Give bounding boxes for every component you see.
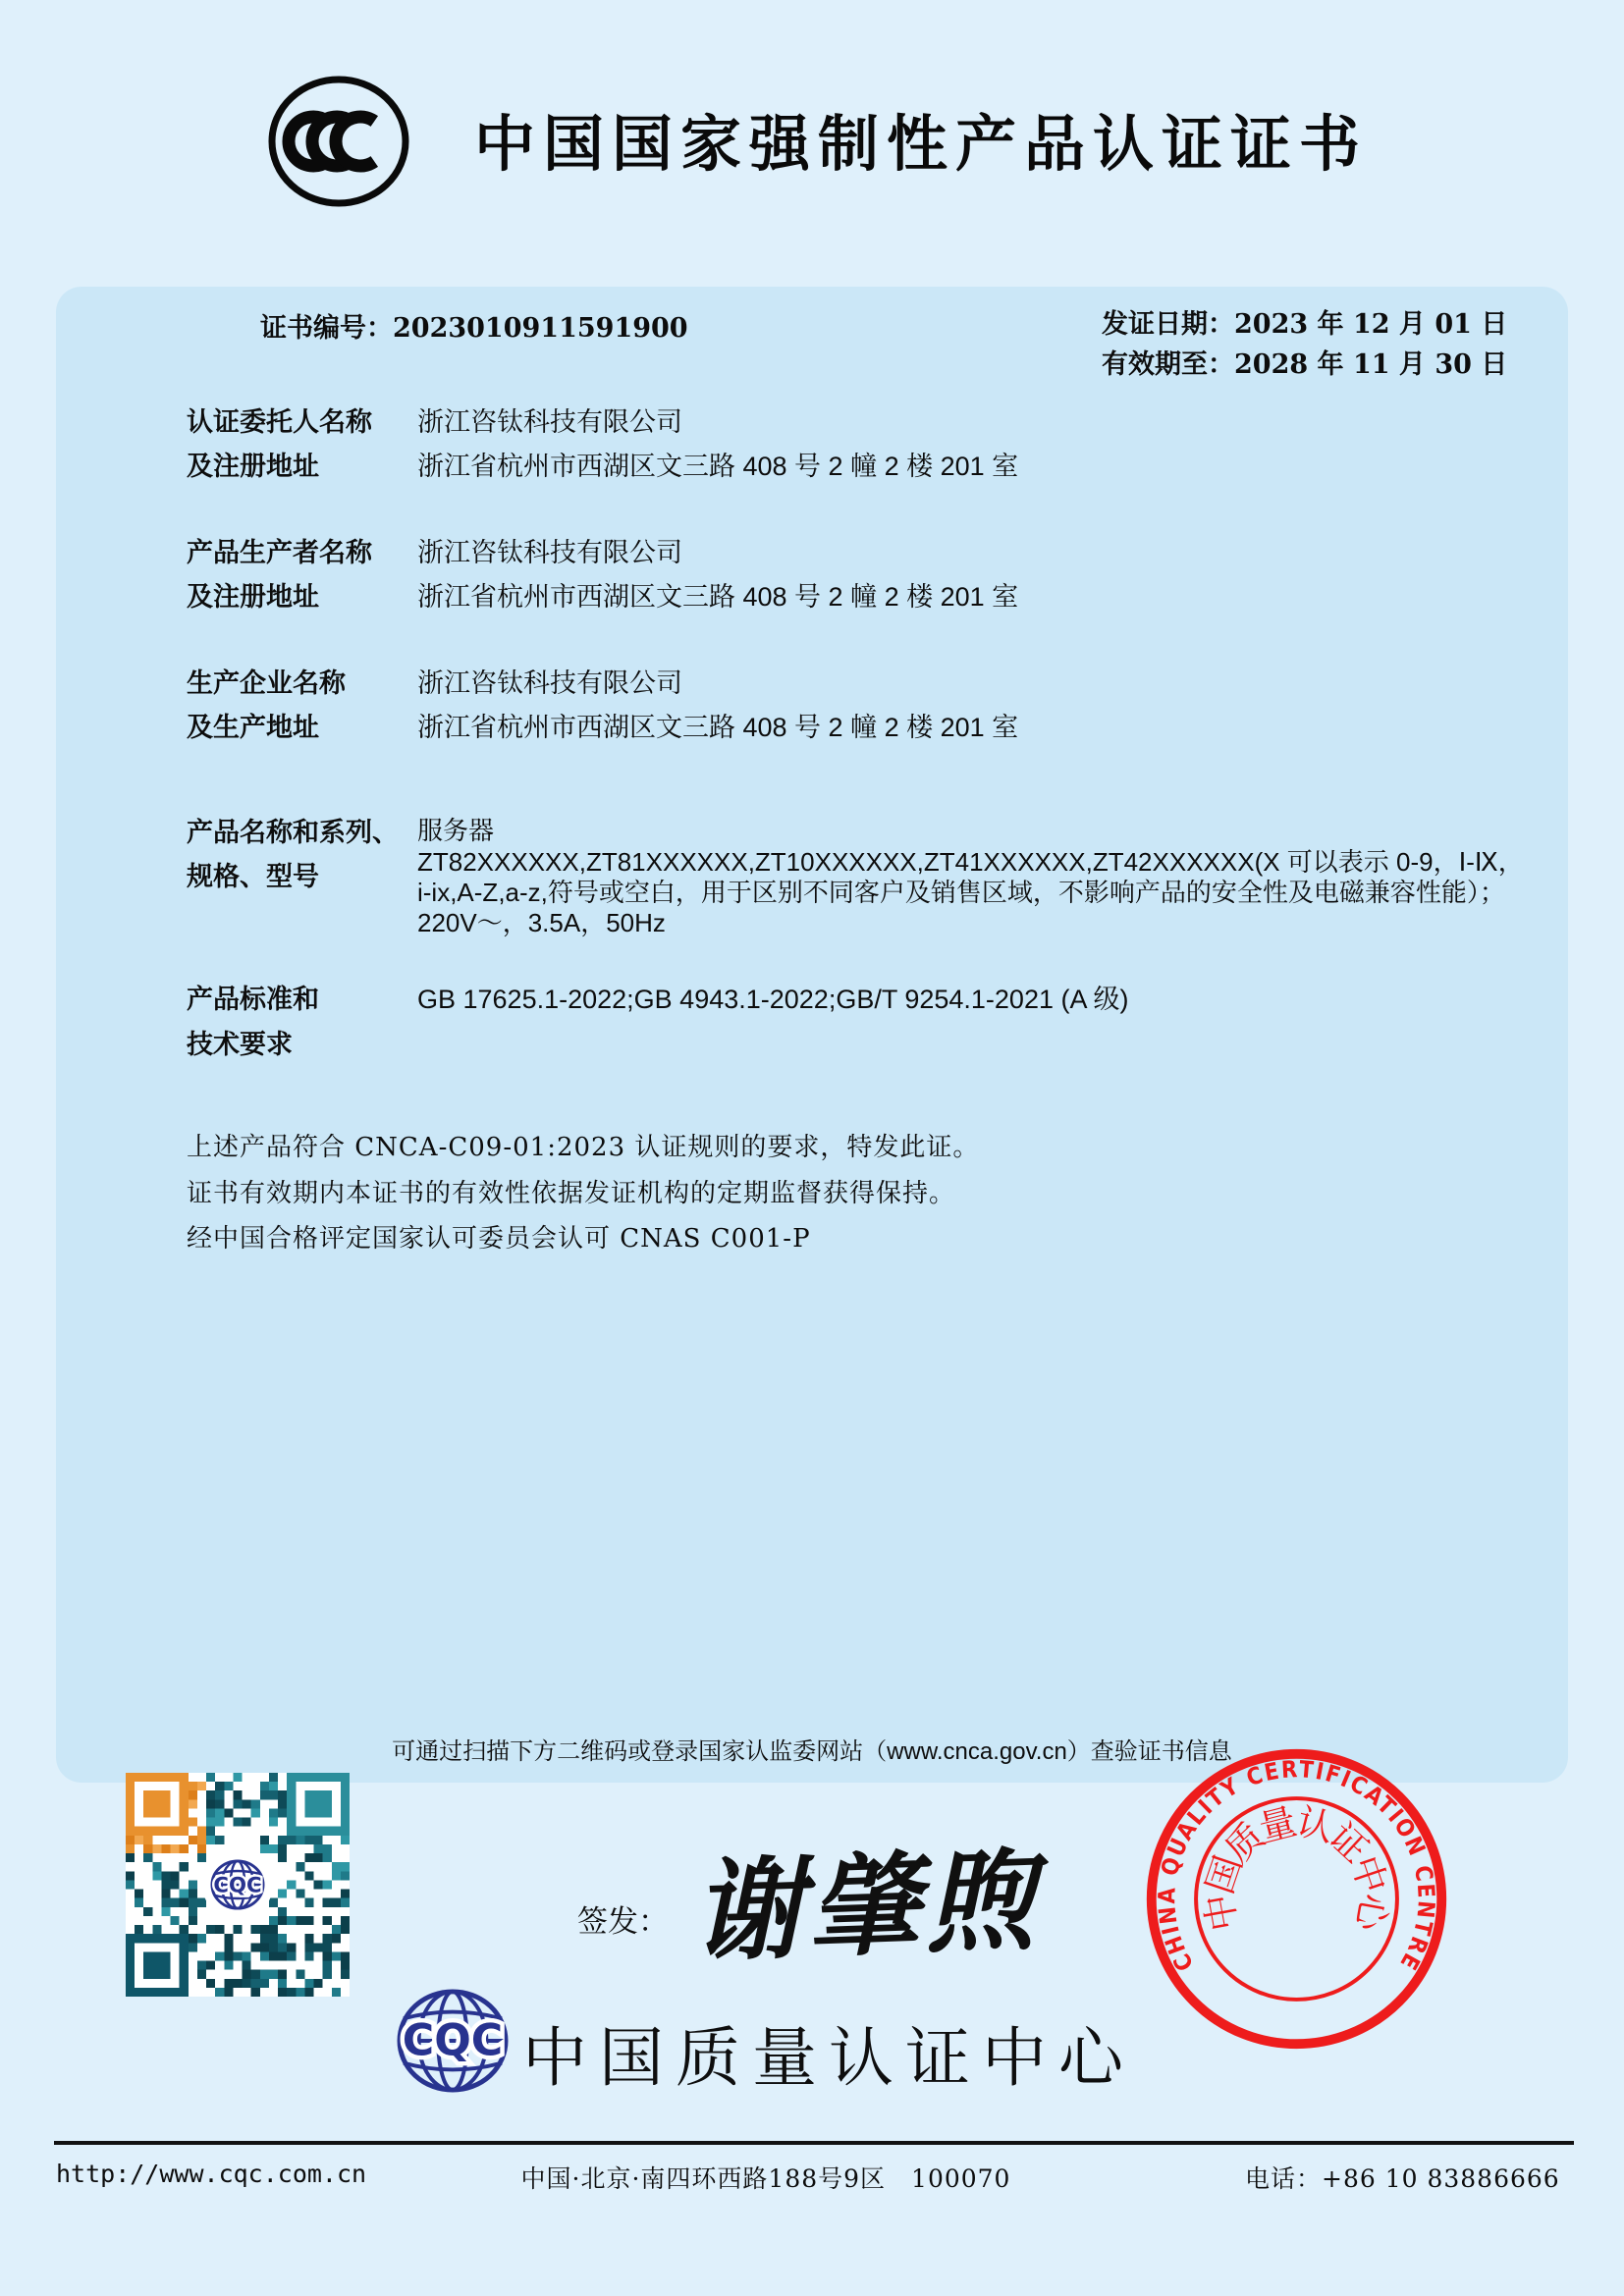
- producer-name-value: 浙江咨钛科技有限公司: [417, 538, 682, 567]
- qr-center-cqc-text: CQC: [213, 1873, 262, 1898]
- valid-until-label: 有效期至：: [1102, 349, 1234, 380]
- product-model-line1: ZT82XXXXXX,ZT81XXXXXX,ZT10XXXXXX,ZT41XXXXXX,ZT42XXXXXX(X 可以表示 0-9，Ⅰ-Ⅸ，: [417, 847, 1524, 877]
- producer-name-label: 产品生产者名称: [187, 538, 372, 567]
- qr-code: [126, 1773, 350, 1997]
- manufacturer-name-value: 浙江咨钛科技有限公司: [417, 668, 682, 698]
- qr-center-cqc-logo-icon: [202, 1849, 273, 1920]
- note-line-2: 证书有效期内本证书的有效性依据发证机构的定期监督获得保持。: [187, 1179, 956, 1208]
- manufacturer-address-label: 及生产地址: [187, 713, 319, 742]
- standard-label-line2: 技术要求: [187, 1030, 293, 1059]
- manufacturer-address-value: 浙江省杭州市西湖区文三路 408 号 2 幢 2 楼 201 室: [417, 713, 1019, 742]
- seal-english-text: CHINA QUALITY CERTIFICATION CENTRE: [1153, 1755, 1440, 1978]
- valid-until-value: 2028 年 11 月 30 日: [1234, 349, 1508, 380]
- footer-address: 中国·北京·南四环西路188号9区 100070: [520, 2164, 1011, 2193]
- ccc-mark-icon: [267, 75, 410, 208]
- qr-verification-note: 可通过扫描下方二维码或登录国家认监委网站（www.cnca.gov.cn）查验证书信息: [392, 1738, 1232, 1765]
- applicant-address-label: 及注册地址: [187, 452, 319, 481]
- issuer-signature: 谢肇煦: [690, 1836, 1043, 1978]
- cqc-red-seal: [1137, 1739, 1456, 2058]
- product-model-line2: i-ix,A-Z,a-z,符号或空白，用于区别不同客户及销售区域，不影响产品的安全性及电磁兼容性能）；: [417, 878, 1505, 907]
- footer-divider: [54, 2141, 1574, 2145]
- page-title: 中国国家强制性产品认证证书: [474, 111, 1369, 179]
- product-name-value: 服务器: [417, 816, 495, 845]
- certificate-number-label: 证书编号：: [260, 313, 393, 344]
- standard-value: GB 17625.1-2022;GB 4943.1-2022;GB/T 9254.1-2021 (A 级): [417, 985, 1129, 1014]
- cqc-centre-name: 中国质量认证中心: [522, 2021, 1135, 2094]
- producer-address-value: 浙江省杭州市西湖区文三路 408 号 2 幢 2 楼 201 室: [417, 582, 1019, 612]
- certificate-number: [260, 306, 688, 345]
- cqc-globe-icon: [395, 1987, 511, 2095]
- seal-chinese-text: 中国质量认证中心: [1196, 1799, 1397, 1935]
- cqc-logo-text: CQC: [402, 2015, 504, 2066]
- standard-label-line1: 产品标准和: [187, 985, 319, 1014]
- note-line-1: 上述产品符合 CNCA-C09-01:2023 认证规则的要求，特发此证。: [187, 1133, 980, 1162]
- producer-address-label: 及注册地址: [187, 582, 319, 612]
- applicant-address-value: 浙江省杭州市西湖区文三路 408 号 2 幢 2 楼 201 室: [417, 452, 1019, 481]
- certificate-number-value: 2023010911591900: [393, 313, 688, 344]
- footer-phone: 电话：+86 10 83886666: [1245, 2164, 1560, 2193]
- footer-url: http://www.cqc.com.cn: [56, 2160, 367, 2188]
- manufacturer-name-label: 生产企业名称: [187, 668, 346, 698]
- issue-date: [1102, 302, 1507, 341]
- svg-text:中国质量认证中心: [1197, 1799, 1396, 1936]
- note-line-3: 经中国合格评定国家认可委员会认可 CNAS C001-P: [187, 1224, 811, 1254]
- applicant-name-value: 浙江咨钛科技有限公司: [417, 407, 682, 437]
- valid-until: [1102, 343, 1507, 381]
- product-name-label: 产品名称和系列、: [187, 818, 399, 847]
- issuer-sign-label: 签发：: [577, 1904, 669, 1939]
- issue-date-value: 2023 年 12 月 01 日: [1234, 309, 1508, 340]
- applicant-name-label: 认证委托人名称: [187, 407, 372, 437]
- product-model-label: 规格、型号: [187, 862, 319, 891]
- product-model-line3: 220V～，3.5A，50Hz: [417, 908, 666, 937]
- issue-date-label: 发证日期：: [1102, 309, 1234, 340]
